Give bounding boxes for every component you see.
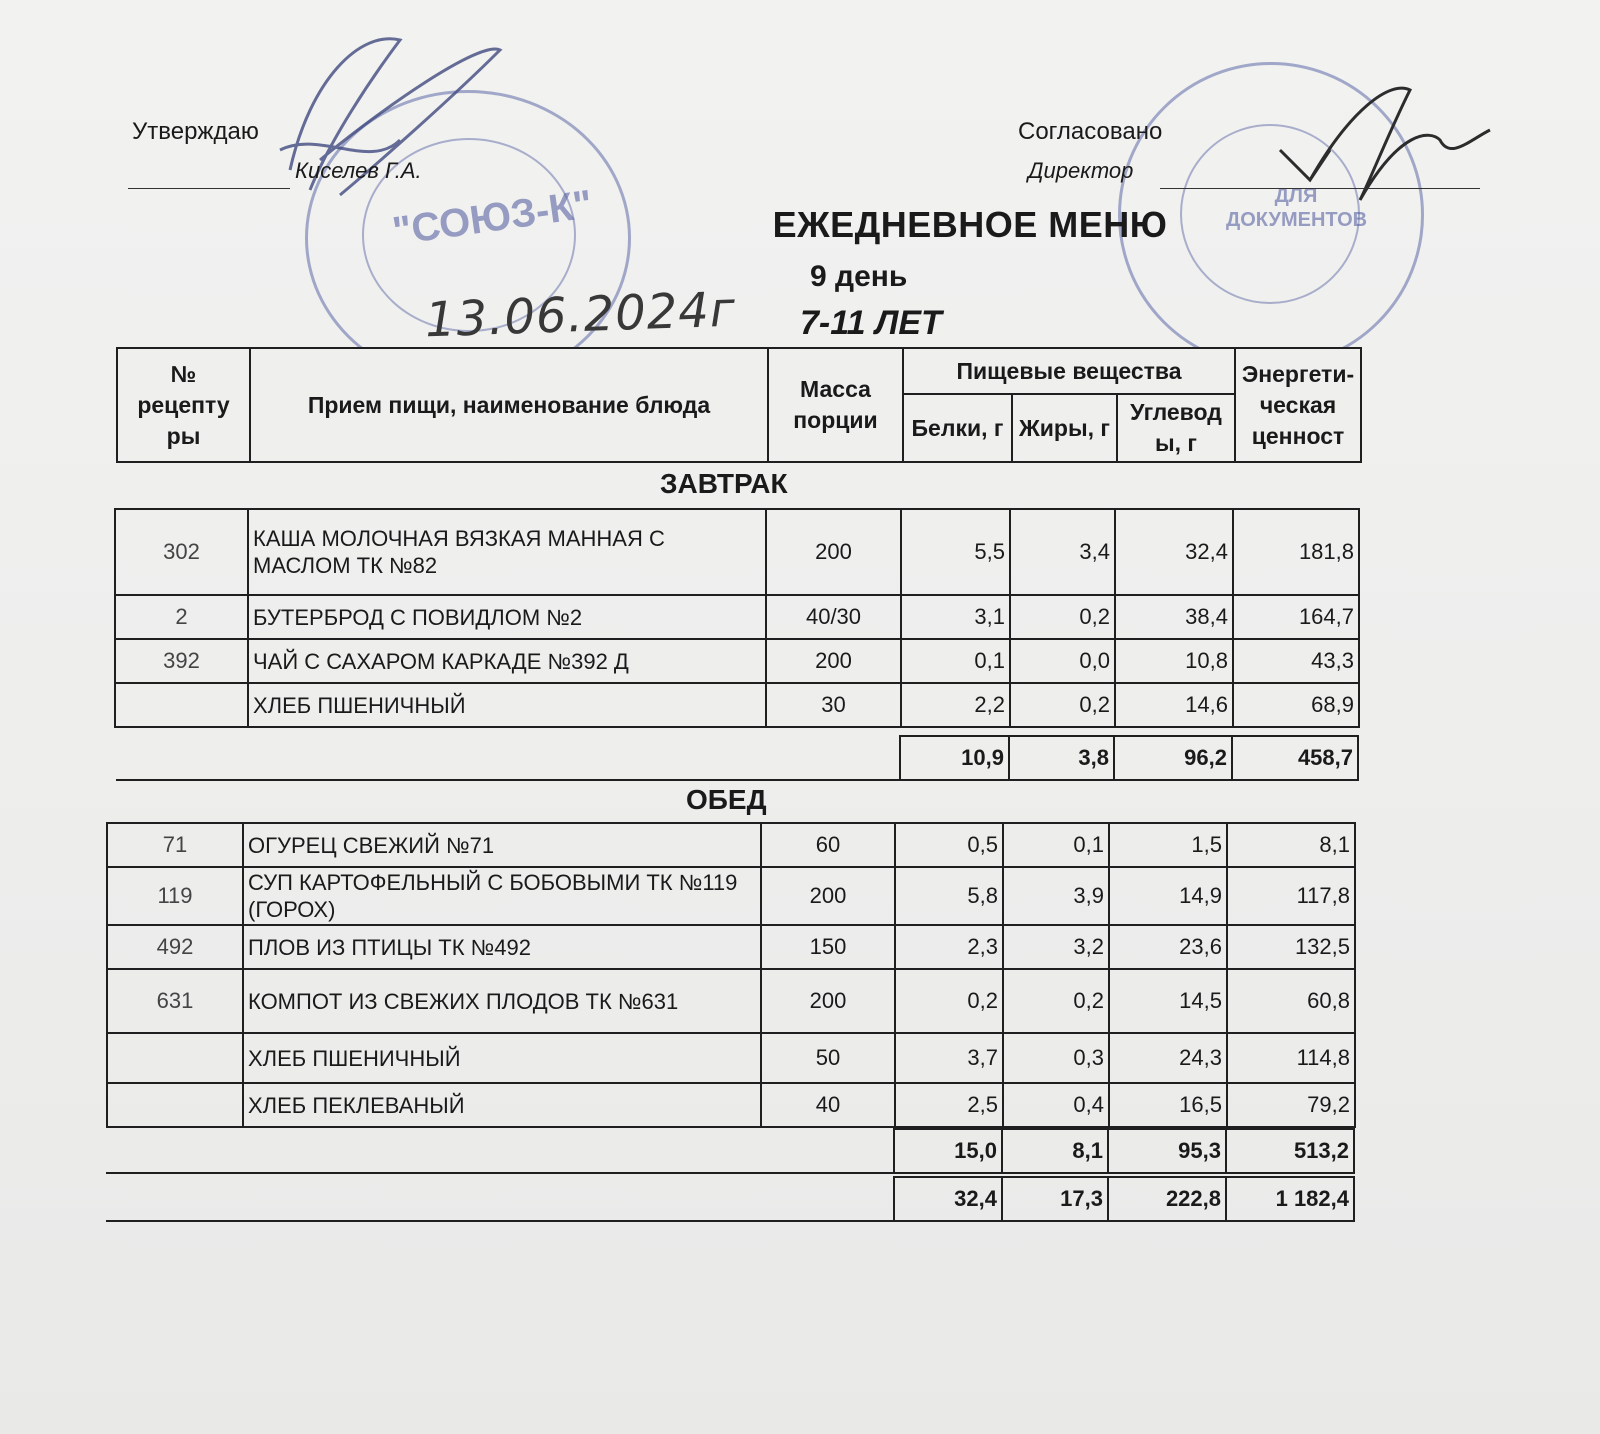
total-carbs: 95,3: [1108, 1129, 1226, 1173]
dish-name: СУП КАРТОФЕЛЬНЫЙ С БОБОВЫМИ ТК №119 (ГОРОХ): [243, 867, 761, 925]
fat-value: 3,2: [1003, 925, 1109, 969]
grand-total-carbs: 222,8: [1108, 1177, 1226, 1221]
recipe-number: 492: [107, 925, 243, 969]
energy-value: 117,8: [1227, 867, 1355, 925]
total-row: [116, 736, 1358, 780]
energy-value: 114,8: [1227, 1033, 1355, 1083]
table-row: [107, 1033, 1355, 1083]
grand-total-row: [106, 1177, 1354, 1221]
carbs-value: 10,8: [1115, 639, 1233, 683]
dish-name: ОГУРЕЦ СВЕЖИЙ №71: [243, 823, 761, 867]
protein-value: 2,2: [901, 683, 1010, 727]
breakfast-title: ЗАВТРАК: [660, 468, 788, 499]
energy-value: 43,3: [1233, 639, 1359, 683]
total-blank-cell: [106, 1129, 894, 1173]
dish-name: БУТЕРБРОД С ПОВИДЛОМ №2: [248, 595, 766, 639]
portion-mass: 200: [766, 639, 901, 683]
protein-value: 0,1: [901, 639, 1010, 683]
agree-role: Директор: [1028, 158, 1134, 183]
total-protein: 15,0: [894, 1129, 1002, 1173]
energy-value: 79,2: [1227, 1083, 1355, 1127]
menu-day: 9 день: [810, 260, 908, 293]
fat-value: 0,3: [1003, 1033, 1109, 1083]
header-recipe-number: № рецепту ры: [117, 348, 250, 462]
header-energy: Энергети-ческая ценност: [1235, 348, 1361, 462]
header-portion-mass: Масса порции: [768, 348, 903, 462]
breakfast-total: [116, 735, 1359, 781]
energy-value: 68,9: [1233, 683, 1359, 727]
recipe-number: [107, 1083, 243, 1127]
carbs-value: 14,9: [1109, 867, 1227, 925]
company-stamp-text: "СОЮЗ-К": [389, 182, 595, 254]
recipe-number: 71: [107, 823, 243, 867]
fat-value: 3,4: [1010, 509, 1115, 595]
energy-value: 181,8: [1233, 509, 1359, 595]
portion-mass: 150: [761, 925, 895, 969]
table-row: [107, 969, 1355, 1033]
document-title: [0, 204, 1600, 246]
protein-value: 2,3: [895, 925, 1003, 969]
energy-value: 164,7: [1233, 595, 1359, 639]
lunch-table: [106, 822, 1356, 1128]
energy-value: 60,8: [1227, 969, 1355, 1033]
total-protein: 10,9: [900, 736, 1009, 780]
total-fat: 8,1: [1002, 1129, 1108, 1173]
age-group: 7-11 ЛЕТ: [800, 304, 942, 342]
portion-mass: 200: [766, 509, 901, 595]
table-row: [107, 867, 1355, 925]
table-row: [107, 1083, 1355, 1127]
approve-name: Киселев Г.А.: [295, 158, 422, 183]
document-title-text: ЕЖЕДНЕВНОЕ МЕНЮ: [772, 204, 1168, 245]
recipe-number: 631: [107, 969, 243, 1033]
protein-value: 3,1: [901, 595, 1010, 639]
fat-value: 0,1: [1003, 823, 1109, 867]
total-row: [106, 1129, 1354, 1173]
total-carbs: 96,2: [1114, 736, 1232, 780]
total-blank-cell: [106, 1177, 894, 1221]
carbs-value: 1,5: [1109, 823, 1227, 867]
approve-signature-line: [128, 188, 290, 189]
table-row: [115, 595, 1359, 639]
total-energy: 458,7: [1232, 736, 1358, 780]
agree-signature-line: [1160, 188, 1480, 189]
dish-name: ХЛЕБ ПЕКЛЕВАНЫЙ: [243, 1083, 761, 1127]
dish-name: ХЛЕБ ПШЕНИЧНЫЙ: [248, 683, 766, 727]
portion-mass: 40/30: [766, 595, 901, 639]
school-stamp-text: ДЛЯ ДОКУМЕНТОВ: [1226, 185, 1368, 231]
recipe-number: 119: [107, 867, 243, 925]
dish-name: ПЛОВ ИЗ ПТИЦЫ ТК №492: [243, 925, 761, 969]
total-blank-cell: [116, 736, 900, 780]
carbs-value: 14,5: [1109, 969, 1227, 1033]
fat-value: 0,2: [1003, 969, 1109, 1033]
grand-total-fat: 17,3: [1002, 1177, 1108, 1221]
lunch-total: [106, 1128, 1355, 1174]
carbs-value: 32,4: [1115, 509, 1233, 595]
grand-total: [106, 1176, 1355, 1222]
table-row: [115, 639, 1359, 683]
portion-mass: 200: [761, 867, 895, 925]
dish-name: ХЛЕБ ПШЕНИЧНЫЙ: [243, 1033, 761, 1083]
portion-mass: 200: [761, 969, 895, 1033]
agree-label: Согласовано: [1018, 118, 1163, 145]
table-row: [115, 509, 1359, 595]
energy-value: 132,5: [1227, 925, 1355, 969]
header-nutrients: Пищевые вещества: [903, 348, 1235, 394]
menu-date: 13.06.2024г: [424, 281, 737, 349]
menu-table-header: [116, 347, 1362, 463]
protein-value: 5,5: [901, 509, 1010, 595]
portion-mass: 50: [761, 1033, 895, 1083]
header-protein: Белки, г: [903, 394, 1012, 462]
fat-value: 0,0: [1010, 639, 1115, 683]
table-row: [107, 823, 1355, 867]
dish-name: КАША МОЛОЧНАЯ ВЯЗКАЯ МАННАЯ С МАСЛОМ ТК №82: [248, 509, 766, 595]
portion-mass: 40: [761, 1083, 895, 1127]
recipe-number: 2: [115, 595, 248, 639]
carbs-value: 24,3: [1109, 1033, 1227, 1083]
header-carbs: Углевод ы, г: [1117, 394, 1235, 462]
portion-mass: 60: [761, 823, 895, 867]
recipe-number: [115, 683, 248, 727]
carbs-value: 16,5: [1109, 1083, 1227, 1127]
table-row: [107, 925, 1355, 969]
protein-value: 2,5: [895, 1083, 1003, 1127]
dish-name: КОМПОТ ИЗ СВЕЖИХ ПЛОДОВ ТК №631: [243, 969, 761, 1033]
fat-value: 0,2: [1010, 683, 1115, 727]
portion-mass: 30: [766, 683, 901, 727]
energy-value: 8,1: [1227, 823, 1355, 867]
fat-value: 3,9: [1003, 867, 1109, 925]
protein-value: 5,8: [895, 867, 1003, 925]
total-energy: 513,2: [1226, 1129, 1354, 1173]
signature-left: [250, 20, 510, 220]
grand-total-protein: 32,4: [894, 1177, 1002, 1221]
fat-value: 0,4: [1003, 1083, 1109, 1127]
recipe-number: [107, 1033, 243, 1083]
protein-value: 3,7: [895, 1033, 1003, 1083]
total-fat: 3,8: [1009, 736, 1114, 780]
carbs-value: 14,6: [1115, 683, 1233, 727]
protein-value: 0,2: [895, 969, 1003, 1033]
recipe-number: 302: [115, 509, 248, 595]
carbs-value: 38,4: [1115, 595, 1233, 639]
fat-value: 0,2: [1010, 595, 1115, 639]
carbs-value: 23,6: [1109, 925, 1227, 969]
dish-name: ЧАЙ С САХАРОМ КАРКАДЕ №392 Д: [248, 639, 766, 683]
lunch-title: ОБЕД: [686, 784, 767, 815]
approve-label: Утверждаю: [132, 118, 259, 145]
breakfast-table: [114, 508, 1360, 728]
recipe-number: 392: [115, 639, 248, 683]
header-dish-name: Прием пищи, наименование блюда: [250, 348, 768, 462]
protein-value: 0,5: [895, 823, 1003, 867]
table-row: [115, 683, 1359, 727]
signature-right: [1270, 70, 1500, 220]
header-fat: Жиры, г: [1012, 394, 1117, 462]
grand-total-energy: 1 182,4: [1226, 1177, 1354, 1221]
